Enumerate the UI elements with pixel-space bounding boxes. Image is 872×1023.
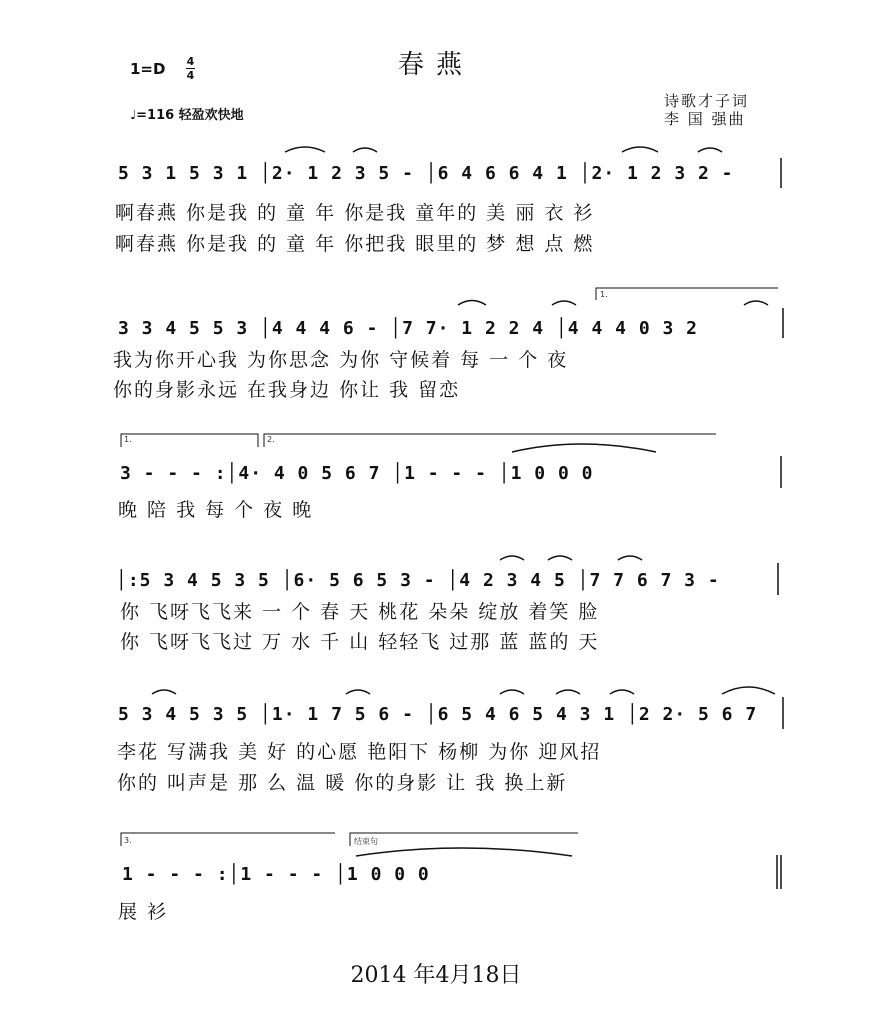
notation-row-6: 1 - - - :│1 - - - │1 0 0 0: [122, 864, 430, 885]
ending-label: 结束句: [354, 837, 378, 846]
time-signature-top: 4: [186, 55, 195, 68]
volta-label-1: 1.: [124, 435, 132, 444]
lyric-row-3: 晚 陪 我 每 个 夜 晚: [118, 499, 314, 521]
lyric-row-1-verse-2: 啊春燕 你是我 的 童 年 你把我 眼里的 梦 想 点 燃: [115, 233, 595, 255]
lyric-row-2-verse-1: 我为你开心我 为你思念 为你 守候着 每 一 个 夜: [113, 349, 569, 371]
notation-row-5: 5 3 4 5 3 5 │1· 1 7 5 6 - │6 5 4 6 5 4 3 1 │2 2· 5 6 7: [118, 704, 758, 725]
tempo-marking: ♩=116 轻盈欢快地: [130, 108, 244, 123]
key-signature: 1=D: [130, 60, 166, 78]
lyric-row-2-verse-2: 你的身影永远 在我身边 你让 我 留恋: [113, 379, 461, 401]
lyric-row-1-verse-1: 啊春燕 你是我 的 童 年 你是我 童年的 美 丽 衣 衫: [115, 202, 595, 224]
volta-label-3: 3.: [124, 836, 132, 845]
lyricist-credit: 诗歌才子词: [664, 92, 750, 110]
lyric-row-6: 展 衫: [118, 901, 169, 923]
time-signature-bottom: 4: [186, 69, 195, 82]
date-footer: 2014 年4月18日: [350, 963, 522, 988]
volta-label-2: 2.: [267, 435, 275, 444]
notation-row-2: 3 3 4 5 5 3 │4 4 4 6 - │7 7· 1 2 2 4 │4 4 4 0 3 2: [118, 318, 699, 339]
notation-row-3: 3 - - - :│4· 4 0 5 6 7 │1 - - - │1 0 0 0: [120, 463, 594, 484]
lyric-row-4-verse-1: 你 飞呀飞飞来 一 个 春 天 桃花 朵朵 绽放 着笑 脸: [120, 601, 600, 623]
notation-row-4: │:5 3 4 5 3 5 │6· 5 6 5 3 - │4 2 3 4 5 │7 7 6 7 3 -: [116, 570, 720, 591]
lyric-row-4-verse-2: 你 飞呀飞飞过 万 水 千 山 轻轻飞 过那 蓝 蓝的 天: [120, 631, 600, 653]
song-title: 春燕: [397, 50, 474, 80]
notation-row-1: 5 3 1 5 3 1 │2· 1 2 3 5 - │6 4 6 6 4 1 │2· 1 2 3 2 -: [118, 163, 734, 184]
volta-label-row-2: 1.: [600, 290, 608, 299]
composer-credit: 李 国 强曲: [664, 110, 746, 128]
lyric-row-5-verse-1: 李花 写满我 美 好 的心愿 艳阳下 杨柳 为你 迎风招: [117, 741, 602, 763]
lyric-row-5-verse-2: 你的 叫声是 那 么 温 暖 你的身影 让 我 换上新: [117, 772, 568, 794]
